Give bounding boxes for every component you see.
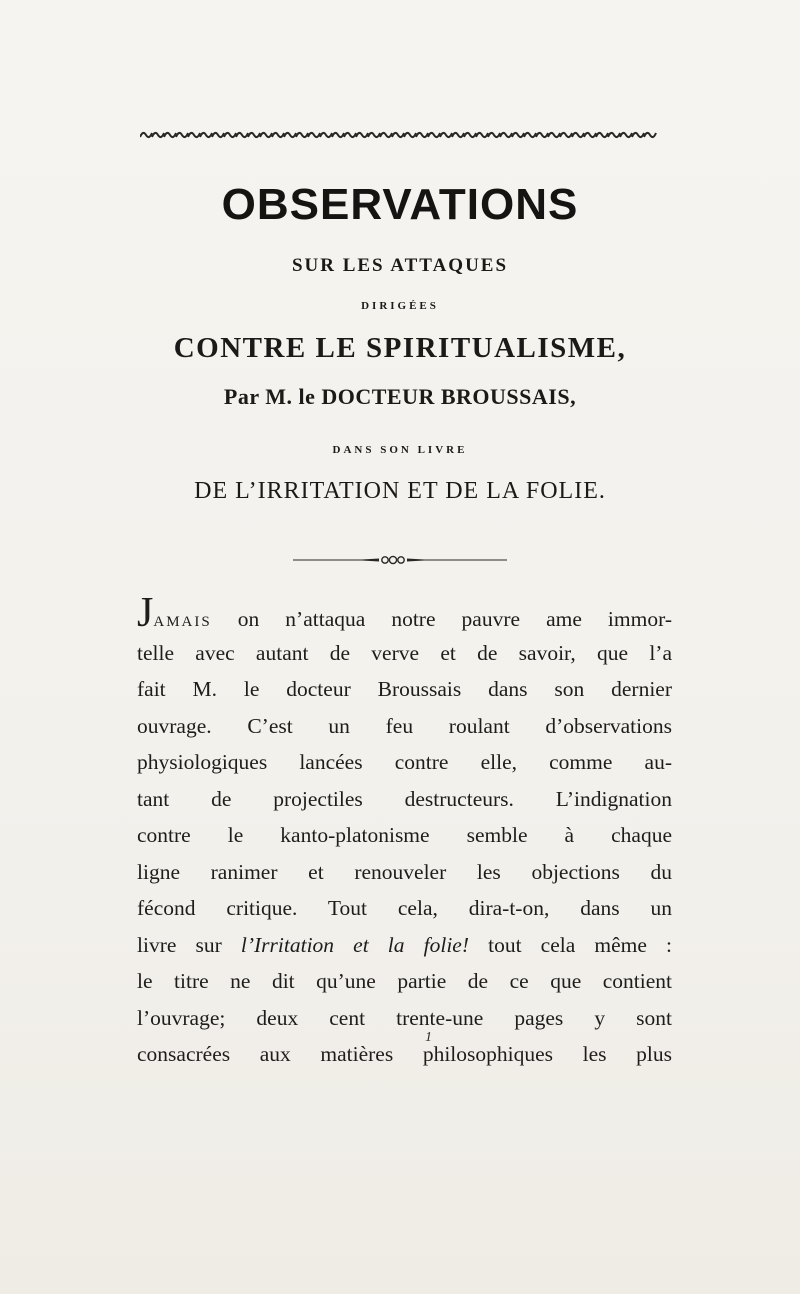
border-pattern-icon	[140, 128, 658, 142]
border-wave-segment	[632, 133, 644, 137]
border-wave-segment	[620, 133, 632, 137]
border-wave-segment	[452, 133, 464, 137]
body-line: contre le kanto-platonisme semble à chaque	[137, 823, 672, 847]
border-wave-segment	[536, 133, 548, 137]
border-wave-segment	[428, 133, 440, 137]
body-line: JAMAIS on n’attaqua notre pauvre ame immor-	[137, 598, 672, 635]
border-wave-segment	[236, 133, 248, 137]
signature-mark: 1	[425, 1030, 432, 1045]
border-wave-segment	[368, 133, 380, 137]
border-wave-segment	[440, 133, 452, 137]
border-wave-segment	[188, 133, 200, 137]
border-wave-segment	[284, 133, 296, 137]
border-wave-segment	[548, 133, 560, 137]
border-wave-segment	[272, 133, 284, 137]
border-wave-segment	[416, 133, 428, 137]
body-line: l’ouvrage; deux cent trente-une pages y sont	[137, 1005, 672, 1030]
border-wave-segment	[404, 133, 416, 137]
border-wave-segment	[380, 133, 392, 137]
dirigees-line: DIRIGÉES	[361, 300, 439, 312]
author-line: Par M. le DOCTEUR BROUSSAIS,	[223, 384, 577, 409]
border-wave-segment	[572, 133, 584, 137]
ornament-divider-icon	[293, 554, 507, 566]
body-line: telle avec autant de verve et de savoir, que l’a	[137, 640, 672, 665]
border-wave-segment	[356, 133, 368, 137]
border-wave-segment	[152, 133, 164, 137]
page-title: OBSERVATIONS	[221, 180, 579, 229]
border-wave-segment	[140, 133, 152, 137]
border-wave-segment	[560, 133, 572, 137]
page-subtitle: SUR LES ATTAQUES	[291, 255, 509, 276]
border-wave-segment	[524, 133, 536, 137]
border-wave-segment	[260, 133, 272, 137]
drop-cap: J	[137, 598, 154, 635]
border-wave-segment	[488, 133, 500, 137]
dans-son-livre-line: DANS SON LIVRE	[332, 444, 468, 456]
border-wave-segment	[392, 133, 404, 137]
body-line: consacrées aux matières philosophiques les plus	[137, 1042, 672, 1066]
body-line: tant de projectiles destructeurs. L’indignation	[137, 786, 672, 811]
border-wave-segment	[464, 133, 476, 137]
body-line: fait M. le docteur Broussais dans son dernier	[137, 677, 672, 701]
border-wave-segment	[644, 133, 656, 137]
body-line: physiologiques lancées contre elle, comme au-	[137, 750, 672, 774]
border-wave-segment	[596, 133, 608, 137]
border-wave-segment	[344, 133, 356, 137]
border-wave-segment	[212, 133, 224, 137]
first-word: AMAIS	[153, 614, 212, 630]
border-wave-segment	[308, 133, 320, 137]
body-line: fécond critique. Tout cela, dira-t-on, dans un	[137, 896, 672, 920]
border-wave-segment	[332, 133, 344, 137]
italic-book-reference: l’Irritation et la folie!	[240, 932, 469, 957]
decorative-top-border	[140, 128, 658, 142]
body-line: ouvrage. C’est un feu roulant d’observations	[137, 713, 672, 738]
border-wave-segment	[176, 133, 188, 137]
body-line: ligne ranimer et renouveler les objections du	[137, 859, 672, 884]
main-heading: CONTRE LE SPIRITUALISME,	[173, 332, 627, 364]
border-wave-segment	[248, 133, 260, 137]
body-line: livre sur l’Irritation et la folie! tout cela même :	[137, 932, 672, 957]
border-wave-segment	[500, 133, 512, 137]
border-wave-segment	[584, 133, 596, 137]
body-line: le titre ne dit qu’une partie de ce que contient	[137, 969, 672, 993]
border-wave-segment	[200, 133, 212, 137]
border-wave-segment	[476, 133, 488, 137]
border-wave-segment	[224, 133, 236, 137]
border-wave-segment	[512, 133, 524, 137]
border-wave-segment	[296, 133, 308, 137]
body-paragraph	[137, 598, 672, 1073]
border-wave-segment	[164, 133, 176, 137]
book-title: DE L’IRRITATION ET DE LA FOLIE.	[194, 478, 606, 504]
border-wave-segment	[320, 133, 332, 137]
border-wave-segment	[608, 133, 620, 137]
